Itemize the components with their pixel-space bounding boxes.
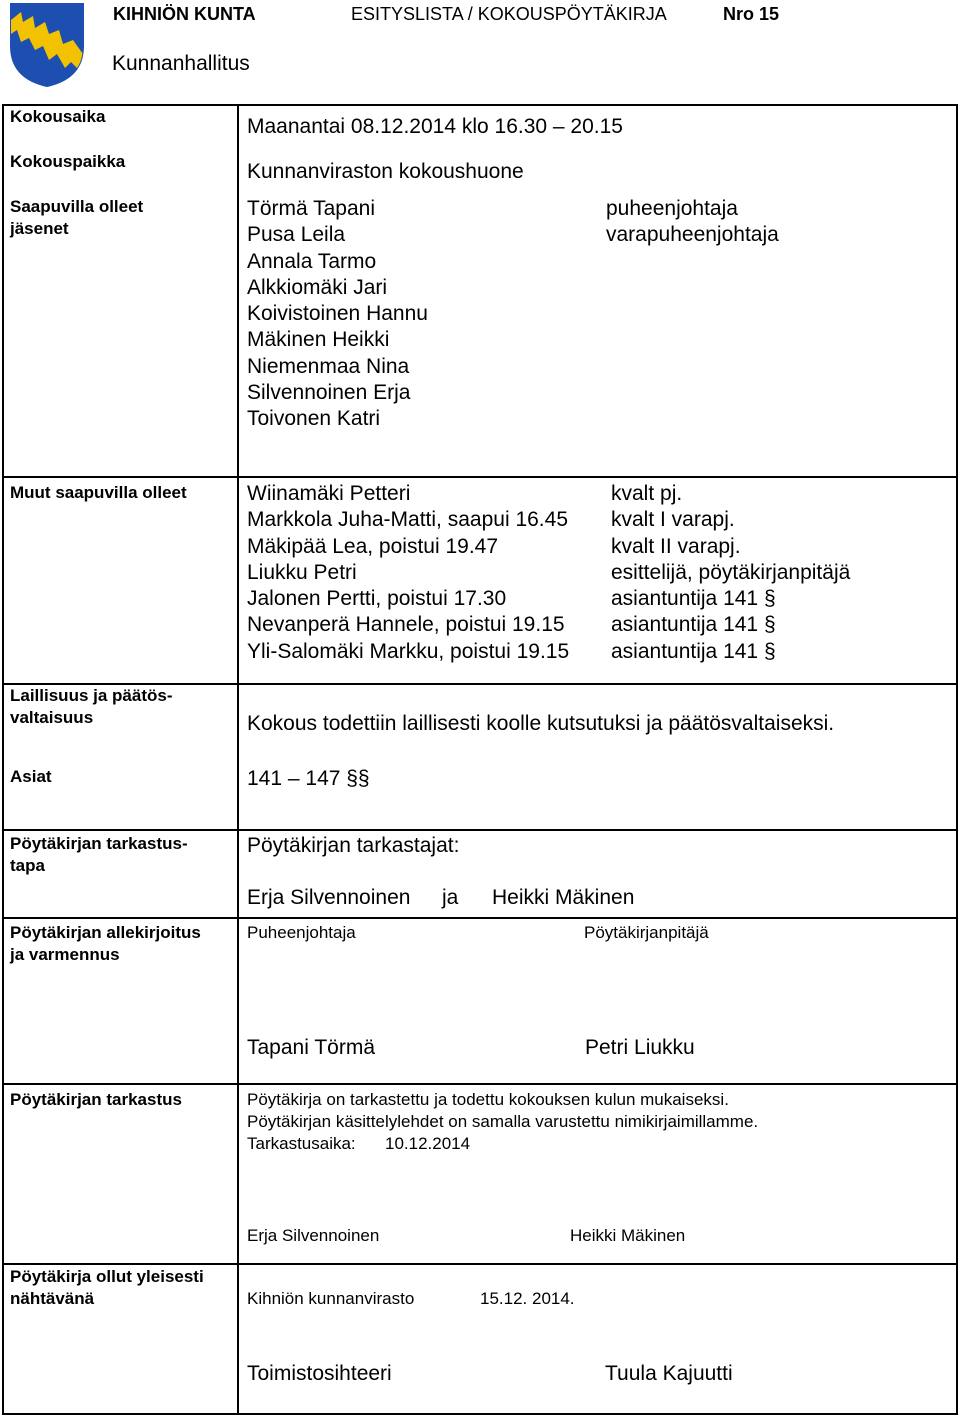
inspection-date-label: Tarkastusaika: <box>247 1134 356 1153</box>
members-label-line1: Saapuvilla olleet <box>10 197 144 216</box>
check-method-label-line1: Pöytäkirjan tarkastus- <box>10 834 188 853</box>
checker-2: Heikki Mäkinen <box>492 886 635 909</box>
public-label <box>10 1266 204 1310</box>
public-title: Toimistosihteeri <box>247 1362 392 1385</box>
member-name: Koivistoinen Hannu <box>247 302 428 326</box>
document-type <box>351 4 667 25</box>
members-label <box>10 196 143 240</box>
chair-title: Puheenjohtaja <box>247 923 356 942</box>
other-name: Yli-Salomäki Markku, poistui 19.15 <box>247 639 570 663</box>
member-name: Alkkiomäki Jari <box>247 275 388 299</box>
others-list <box>247 481 569 665</box>
chair-name: Tapani Törmä <box>247 1036 376 1059</box>
legality-label-line2: valtaisuus <box>10 708 94 727</box>
member-name: Annala Tarmo <box>247 249 377 273</box>
items-label: Asiat <box>10 767 52 786</box>
checker-1: Erja Silvennoinen <box>247 886 411 909</box>
legality-label <box>10 685 173 729</box>
legality-statement: Kokous todettiin laillisesti koolle kutsutuksi ja päätösvaltaiseksi. <box>247 712 835 735</box>
public-label-line1: Pöytäkirja ollut yleisesti <box>10 1267 204 1286</box>
other-name: Liukku Petri <box>247 560 357 584</box>
member-name: Silvennoinen Erja <box>247 381 411 405</box>
signature-label-line1: Pöytäkirjan allekirjoitus <box>10 923 201 942</box>
other-name: Nevanperä Hannele, poistui 19.15 <box>247 613 565 637</box>
document-type-label: ESITYSLISTA / KOKOUSPÖYTÄKIRJA <box>351 4 667 24</box>
other-role: kvalt I varapj. <box>611 508 735 532</box>
other-name: Mäkipää Lea, poistui 19.47 <box>247 534 499 558</box>
secretary-name: Petri Liukku <box>585 1036 695 1059</box>
signature-label <box>10 922 201 966</box>
members-list <box>247 196 428 433</box>
members-label-line2: jäsenet <box>10 219 69 238</box>
other-role: asiantuntija 141 § <box>611 587 776 611</box>
place-label: Kokouspaikka <box>10 152 126 171</box>
member-name: Pusa Leila <box>247 223 346 247</box>
other-role: kvalt pj. <box>611 482 683 505</box>
other-role: kvalt II varapj. <box>611 534 741 558</box>
secretary-title: Pöytäkirjanpitäjä <box>584 923 709 942</box>
check-method-label-line2: tapa <box>10 856 45 875</box>
meeting-time: Maanantai 08.12.2014 klo 16.30 – 20.15 <box>247 115 623 138</box>
others-roles <box>611 481 850 665</box>
municipal-crest <box>9 2 85 88</box>
member-role: varapuheenjohtaja <box>606 223 779 247</box>
municipality-name: KIHNIÖN KUNTA <box>113 4 256 24</box>
other-role: asiantuntija 141 § <box>611 613 776 637</box>
other-role: asiantuntija 141 § <box>611 639 776 663</box>
others-label: Muut saapuvilla olleet <box>10 483 187 502</box>
public-name: Tuula Kajuutti <box>605 1362 733 1385</box>
meeting-place: Kunnanviraston kokoushuone <box>247 160 524 183</box>
time-label: Kokousaika <box>10 107 106 126</box>
inspection-line-1: Pöytäkirja on tarkastettu ja todettu kokouksen kulun mukaiseksi. <box>247 1090 729 1109</box>
public-label-line2: nähtävänä <box>10 1289 95 1308</box>
member-role: puheenjohtaja <box>606 197 738 220</box>
signature-label-line2: ja varmennus <box>10 945 120 964</box>
public-date: 15.12. 2014. <box>480 1289 575 1308</box>
other-name: Wiinamäki Petteri <box>247 482 411 505</box>
governing-body: Kunnanhallitus <box>112 52 250 75</box>
check-method-label <box>10 833 188 877</box>
document-number: Nro 15 <box>723 4 780 24</box>
legality-label-line1: Laillisuus ja päätös- <box>10 686 173 705</box>
items-range: 141 – 147 §§ <box>247 767 370 790</box>
inspection-line-2: Pöytäkirjan käsittelylehdet on samalla varustettu nimikirjaimillamme. <box>247 1112 759 1131</box>
member-name: Mäkinen Heikki <box>247 328 390 352</box>
member-name: Törmä Tapani <box>247 197 376 220</box>
member-name: Toivonen Katri <box>247 407 381 431</box>
checkers-heading: Pöytäkirjan tarkastajat: <box>247 834 460 857</box>
other-name: Markkola Juha-Matti, saapui 16.45 <box>247 508 568 532</box>
other-name: Jalonen Pertti, poistui 17.30 <box>247 587 507 611</box>
members-roles <box>606 196 779 249</box>
inspection-label: Pöytäkirjan tarkastus <box>10 1090 182 1109</box>
member-name: Niemenmaa Nina <box>247 354 410 378</box>
inspection-signer-2: Heikki Mäkinen <box>570 1226 686 1245</box>
public-place: Kihniön kunnanvirasto <box>247 1289 415 1308</box>
inspection-signer-1: Erja Silvennoinen <box>247 1226 380 1245</box>
checkers-and: ja <box>442 886 459 909</box>
other-role: esittelijä, pöytäkirjanpitäjä <box>611 560 851 584</box>
inspection-date: 10.12.2014 <box>385 1134 471 1153</box>
